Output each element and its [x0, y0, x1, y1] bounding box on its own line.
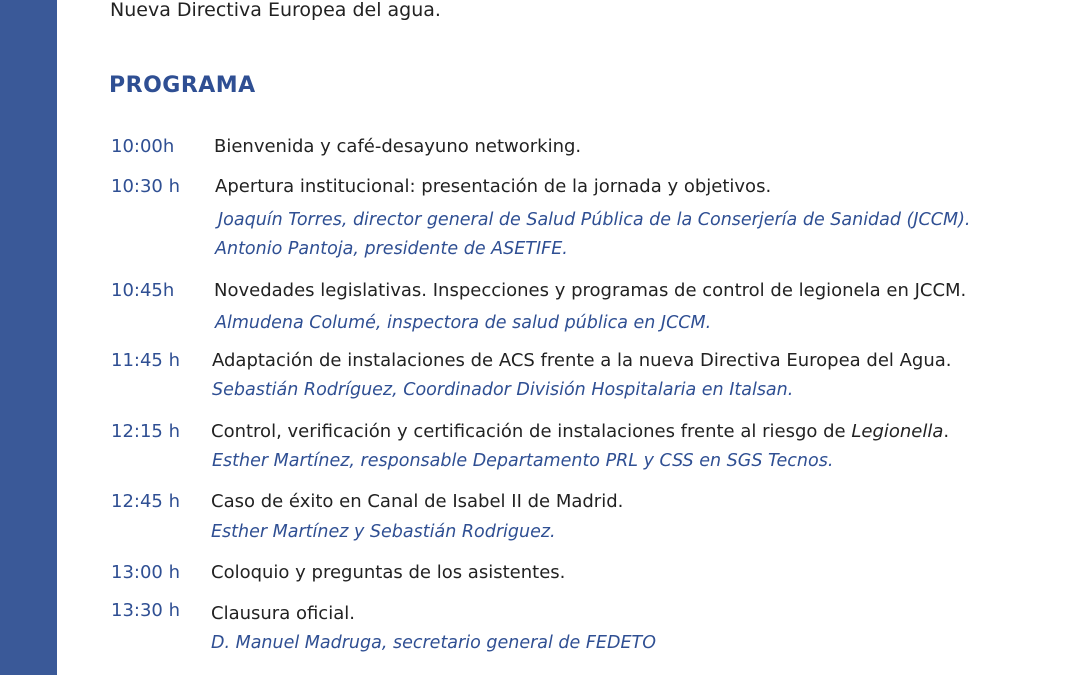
program-title: Coloquio y preguntas de los asistentes. — [211, 562, 566, 583]
program-time: 10:45h — [111, 280, 175, 301]
program-speaker: Esther Martínez y Sebastián Rodriguez. — [211, 522, 556, 542]
program-speaker: Almudena Columé, inspectora de salud pública en JCCM. — [215, 313, 712, 333]
program-speaker: Esther Martínez, responsable Departamento PRL y CSS en SGS Tecnos. — [212, 451, 834, 471]
program-title — [211, 421, 949, 442]
program-title: Clausura oficial. — [211, 603, 355, 624]
program-title: Novedades legislativas. Inspecciones y programas de control de legionela en JCCM. — [214, 280, 967, 301]
program-title: Apertura institucional: presentación de la jornada y objetivos. — [215, 176, 772, 197]
program-title-italic: Legionella — [851, 421, 944, 442]
program-time: 13:30 h — [111, 600, 181, 621]
side-accent-bar — [0, 0, 57, 675]
program-title-end: . — [943, 421, 950, 442]
program-speaker: Joaquín Torres, director general de Salud Pública de la Conserjería de Sanidad (JCCM). — [218, 210, 971, 230]
program-time: 13:00 h — [111, 562, 181, 583]
program-heading: PROGRAMA — [109, 73, 256, 98]
program-time: 10:00h — [111, 136, 175, 157]
program-title: Bienvenida y café-desayuno networking. — [214, 136, 582, 157]
program-title: Caso de éxito en Canal de Isabel II de Madrid. — [211, 491, 624, 512]
program-time: 12:15 h — [111, 421, 181, 442]
program-speaker: Antonio Pantoja, presidente de ASETIFE. — [215, 239, 568, 259]
program-time: 12:45 h — [111, 491, 181, 512]
program-title: Adaptación de instalaciones de ACS frente a la nueva Directiva Europea del Agua. — [212, 350, 952, 371]
program-time: 10:30 h — [111, 176, 181, 197]
program-time: 11:45 h — [111, 350, 181, 371]
intro-text: Nueva Directiva Europea del agua. — [110, 0, 441, 21]
program-speaker: Sebastián Rodríguez, Coordinador División Hospitalaria en Italsan. — [212, 380, 794, 400]
program-title-text: Control, verificación y certificación de instalaciones frente al riesgo de — [211, 421, 852, 442]
program-speaker: D. Manuel Madruga, secretario general de FEDETO — [211, 633, 656, 653]
